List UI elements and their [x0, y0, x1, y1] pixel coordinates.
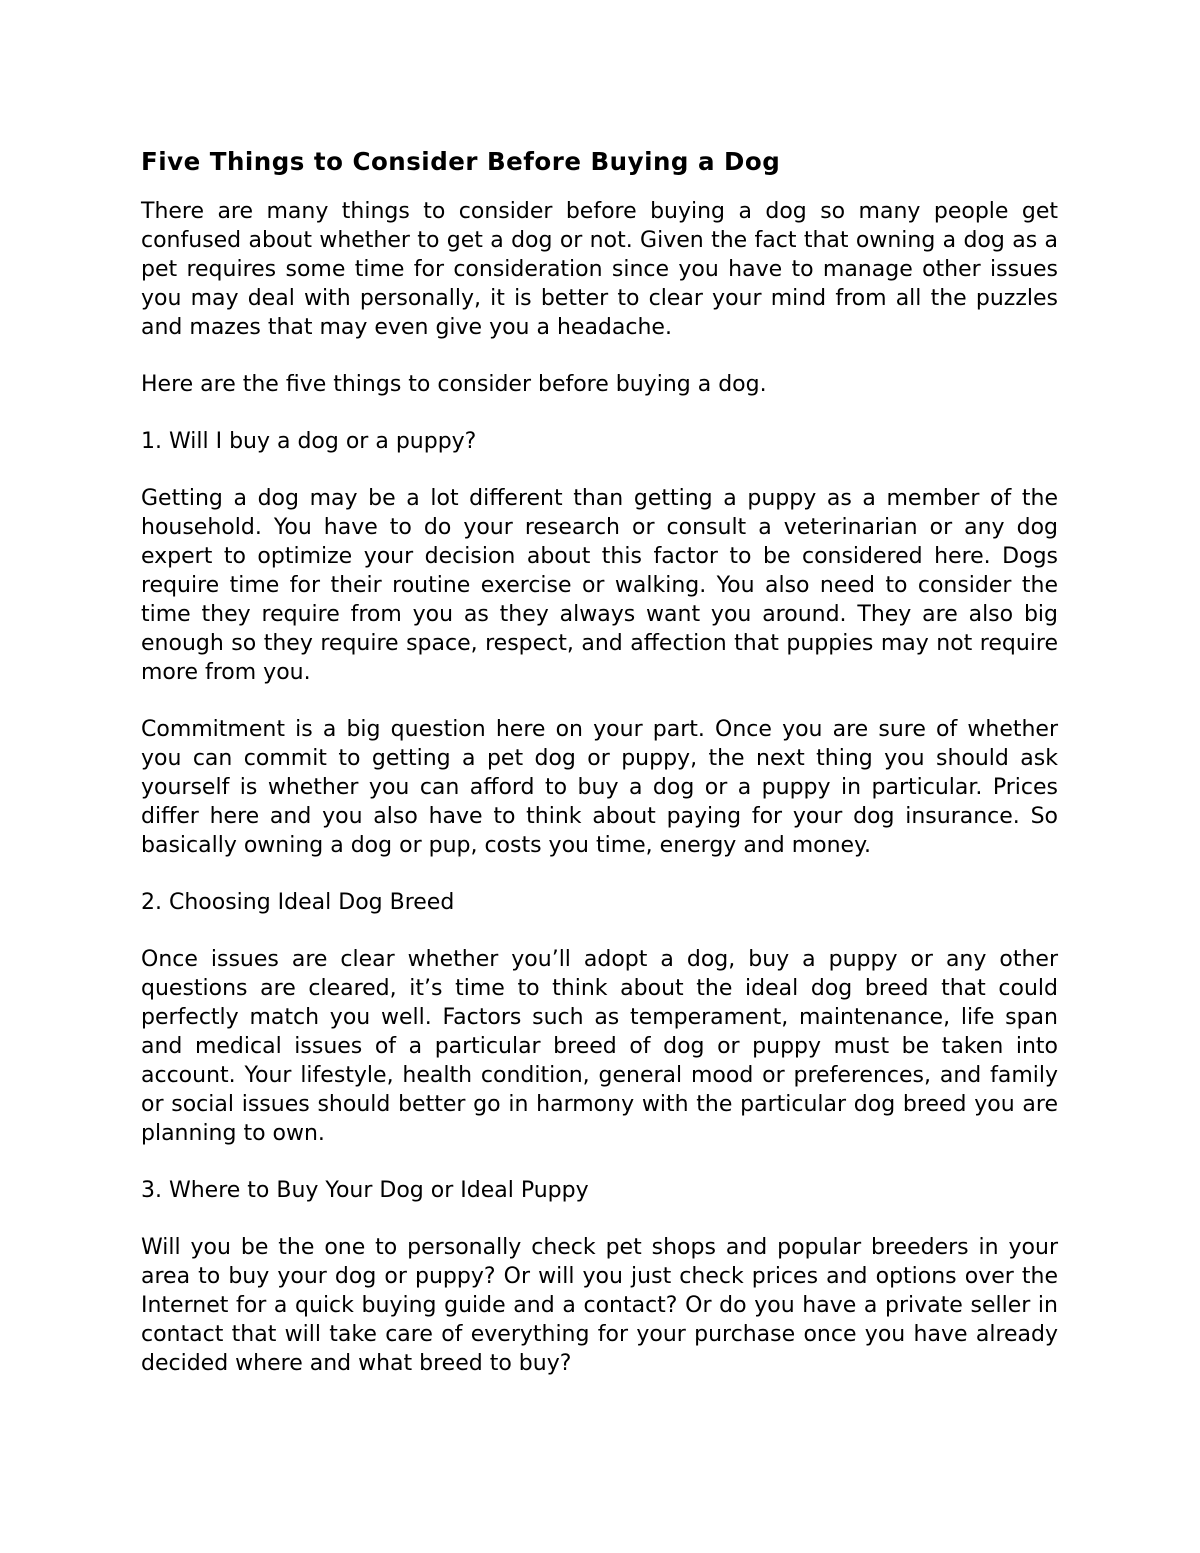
- lead-paragraph: Here are the five things to consider before buying a dog.: [141, 372, 767, 397]
- section-paragraph: Once issues are clear whether you’ll adopt a dog, buy a puppy or any other questions are cleared, it’s time to think about the ideal dog breed that could perfectly match you well. Factors such as temperament, maintenance, life span and medical issues of a particular breed of dog or puppy must be taken into account. Your lifestyle, health condition, general mood or preferences, and family or social issues should better go in harmony with the particular dog breed you are planning to own.: [141, 947, 1058, 1146]
- document-title: Five Things to Consider Before Buying a Dog: [141, 147, 781, 176]
- section-choosing-breed: [141, 888, 1058, 1148]
- section-paragraph: Commitment is a big question here on your part. Once you are sure of whether you can commit to getting a pet dog or puppy, the next thing you should ask yourself is whether you can afford to buy a dog or a puppy in particular. Prices differ here and you also have to think about paying for your dog insurance. So basically owning a dog or pup, costs you time, energy and money.: [141, 717, 1058, 858]
- section-heading: 1. Will I buy a dog or a puppy?: [141, 429, 477, 454]
- section-paragraph: Will you be the one to personally check pet shops and popular breeders in your area to buy your dog or puppy? Or will you just check prices and options over the Internet for a quick buying guide and a contact? Or do you have a private seller in contact that will take care of everything for your purchase once you have already decided where and what breed to buy?: [141, 1235, 1058, 1376]
- intro-paragraph: There are many things to consider before buying a dog so many people get confused about whether to get a dog or not. Given the fact that owning a dog as a pet requires some time for consideration since you have to manage other issues you may deal with personally, it is better to clear your mind from all the puzzles and mazes that may even give you a headache.: [141, 199, 1058, 340]
- section-where-to-buy: [141, 1176, 1058, 1378]
- section-buy-dog-or-puppy: [141, 427, 1058, 860]
- section-heading: 3. Where to Buy Your Dog or Ideal Puppy: [141, 1178, 589, 1203]
- section-paragraph: Getting a dog may be a lot different than getting a puppy as a member of the household. You have to do your research or consult a veterinarian or any dog expert to optimize your decision about this factor to be considered here. Dogs require time for their routine exercise or walking. You also need to consider the time they require from you as they always want you around. They are also big enough so they require space, respect, and affection that puppies may not require more from you.: [141, 486, 1058, 685]
- document-page: [141, 140, 1058, 1406]
- section-heading: 2. Choosing Ideal Dog Breed: [141, 890, 455, 915]
